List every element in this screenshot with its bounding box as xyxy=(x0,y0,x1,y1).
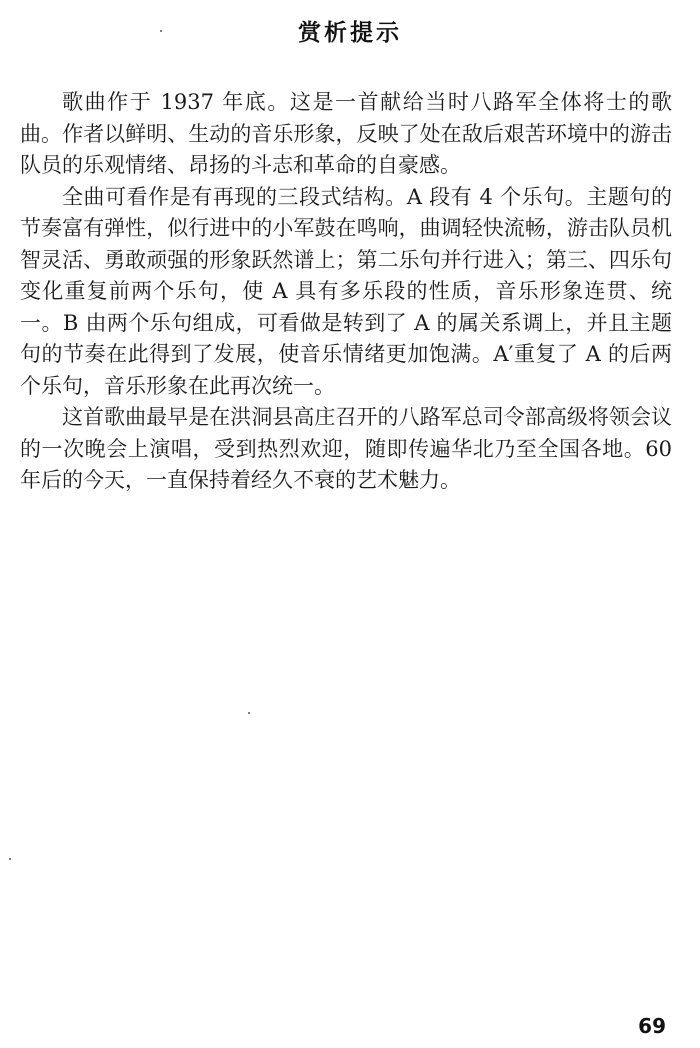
scan-speck xyxy=(248,712,250,714)
page-title: 赏析提示 xyxy=(298,20,402,46)
paragraph-1: 歌曲作于 1937 年底。这是一首献给当时八路军全体将士的歌曲。作者以鲜明、生动的音乐形象，反映了处在敌后艰苦环境中的游击队员的乐观情绪、昂扬的斗志和革命的自豪感。 xyxy=(20,90,672,177)
scan-speck xyxy=(160,30,162,32)
page-number: 69 xyxy=(638,1014,666,1038)
scan-speck xyxy=(9,858,11,860)
paragraph-2: 全曲可看作是有再现的三段式结构。A 段有 4 个乐句。主题句的节奏富有弹性，似行进中的小军鼓在鸣响，曲调轻快流畅，游击队员机智灵活、勇敢顽强的形象跃然谱上；第二乐句并行进入；第三、四乐句变化重复前两个乐句，使 A 具有多乐段的性质，音乐形象连贯、统一。B 由两个乐句组成，可看做是转到了 A 的属关系调上，并且主题句的节奏在此得到了发展，使音乐情绪更加饱满。A′重复了 A 的后两个乐句，音乐形象在此再次统一。 xyxy=(20,184,672,398)
body-text xyxy=(20,87,672,497)
paragraph-3: 这首歌曲最早是在洪洞县高庄召开的八路军总司令部高级将领会议的一次晚会上演唱，受到热烈欢迎，随即传遍华北乃至全国各地。60 年后的今天，一直保持着经久不衰的艺术魅力。 xyxy=(20,405,672,492)
